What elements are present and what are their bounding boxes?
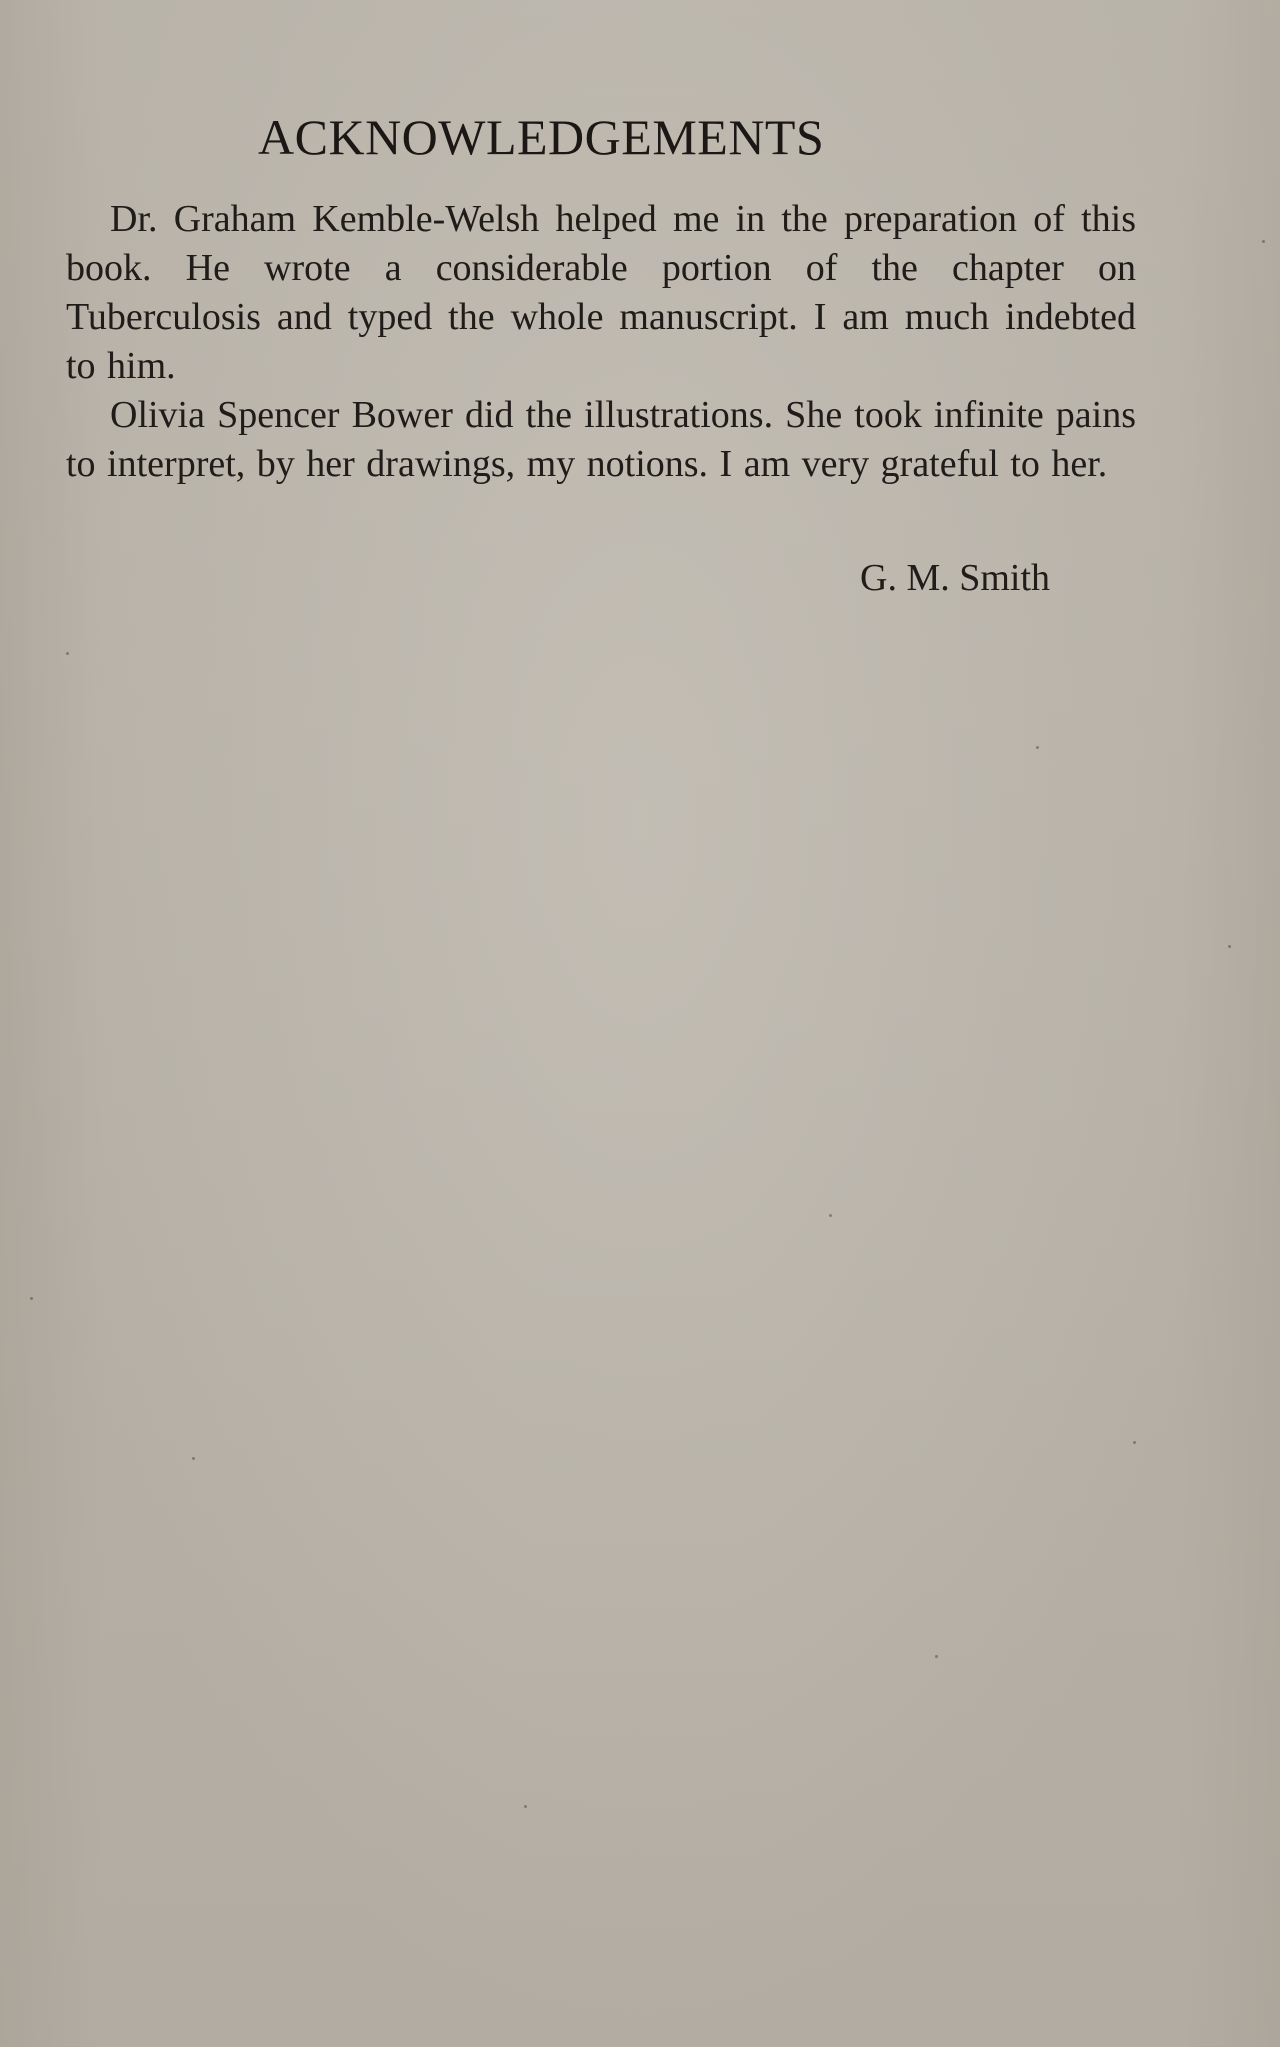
paper-speck	[66, 652, 69, 655]
page-title: ACKNOWLEDGEMENTS	[258, 109, 825, 165]
paper-speck	[1262, 240, 1265, 243]
paragraph-spencer-bower: Olivia Spencer Bower did the illustrations. She took infinite pains to interpret, by her drawings, my notions. I am very grateful to her.	[66, 394, 1136, 485]
paper-speck	[829, 1214, 832, 1217]
paper-speck	[192, 1457, 195, 1460]
author-signature: G. M. Smith	[860, 557, 1051, 599]
paper-speck	[935, 1655, 938, 1658]
acknowledgement-text	[66, 195, 1136, 489]
paper-speck	[1133, 1441, 1136, 1444]
paper-speck	[30, 1297, 33, 1300]
paper-speck	[524, 1805, 527, 1808]
paper-speck	[1228, 945, 1231, 948]
paper-speck	[1036, 746, 1039, 749]
paragraph-kemble-welsh: Dr. Graham Kemble-Welsh helped me in the preparation of this book. He wrote a considerable portion of the chapter on Tuberculosis and typed the whole manuscript. I am much indebted to him.	[66, 198, 1136, 387]
